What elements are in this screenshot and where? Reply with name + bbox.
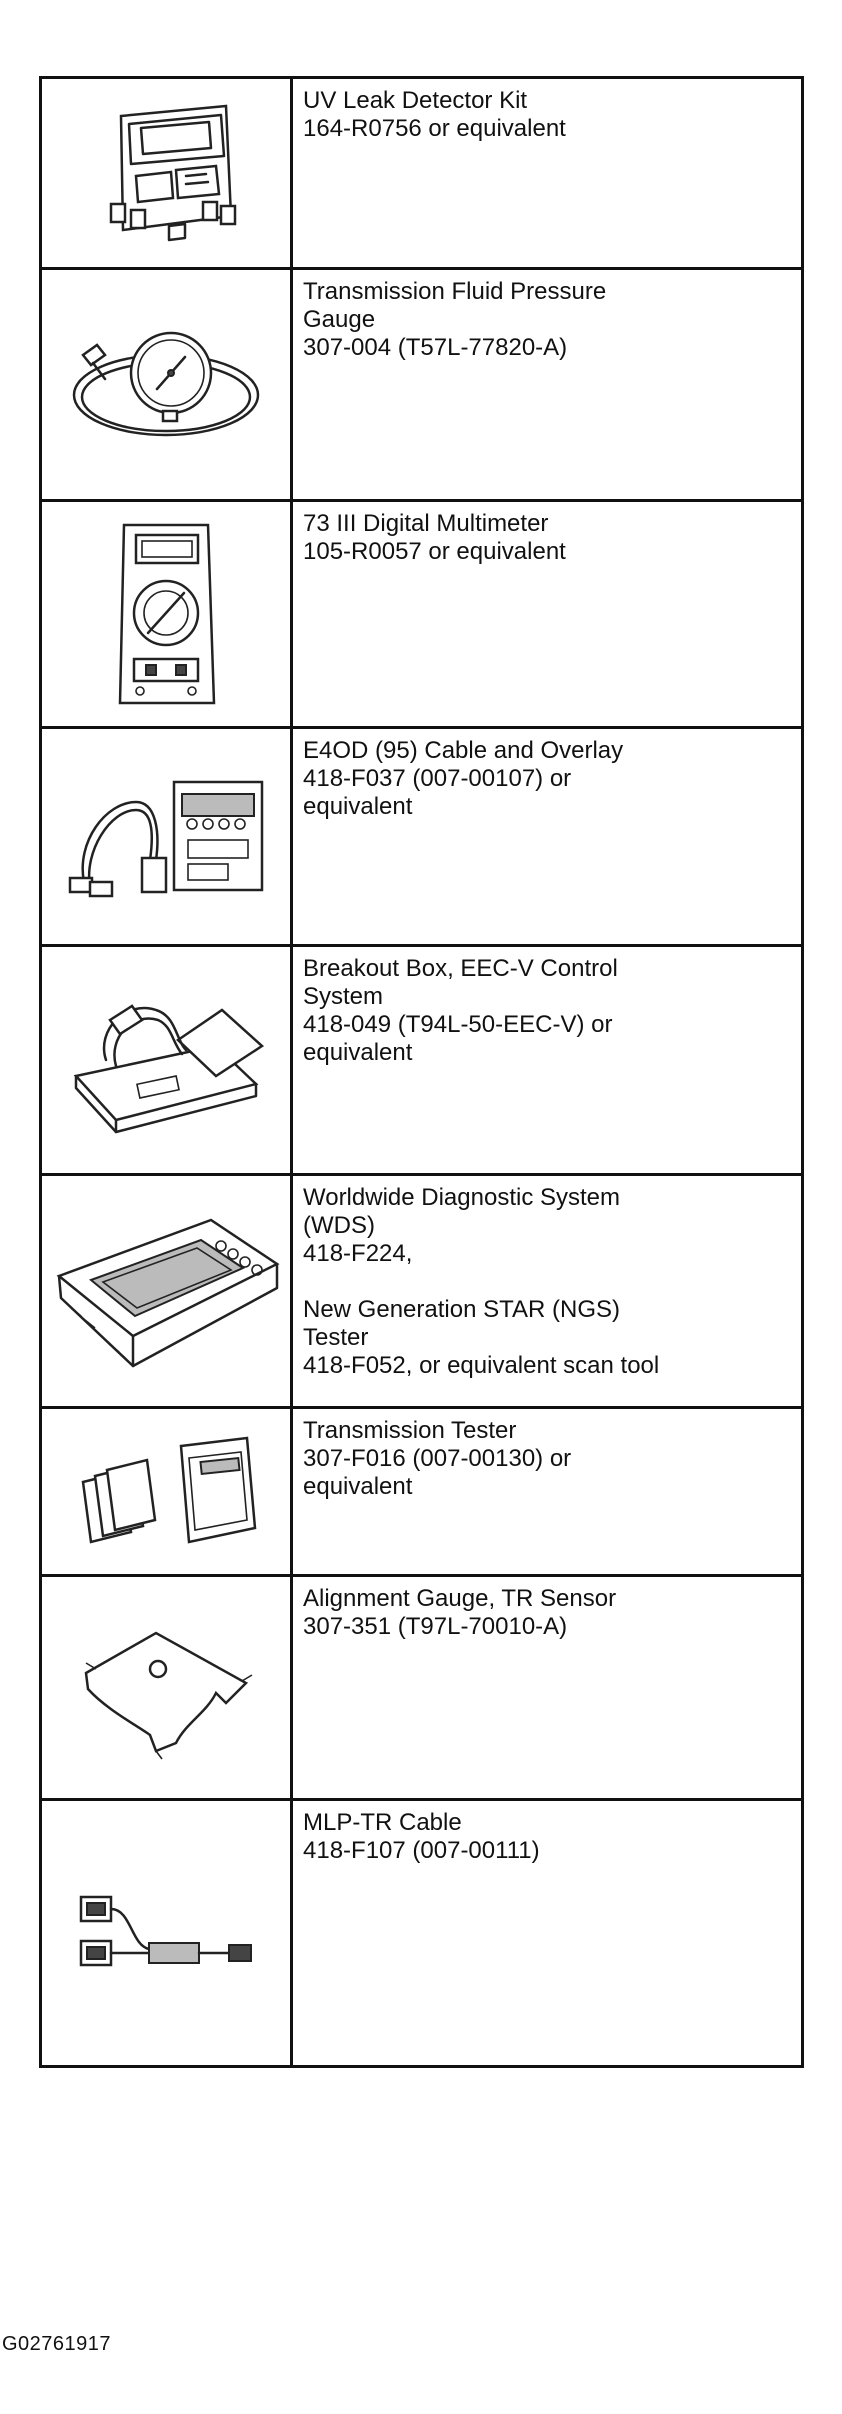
tool-image-cell xyxy=(41,78,292,269)
tool-image-cell xyxy=(41,1576,292,1800)
tool-name: E4OD (95) Cable and Overlay xyxy=(303,737,624,764)
tool-name: 73 III Digital Multimeter xyxy=(303,510,549,537)
diagnostic-system-icon xyxy=(51,1206,281,1376)
transmission-tester-icon xyxy=(71,1432,261,1552)
tool-part-number-cont: equivalent xyxy=(303,1039,413,1066)
tool-row xyxy=(41,1408,803,1576)
tool-image-cell xyxy=(41,1408,292,1576)
tool-row xyxy=(41,1800,803,2067)
tool-image-cell xyxy=(41,1800,292,2067)
tool-row xyxy=(41,1576,803,1800)
tool-description xyxy=(292,1408,803,1576)
breakout-box-icon xyxy=(66,980,266,1140)
tool-image-cell xyxy=(41,269,292,501)
tool-name: MLP-TR Cable xyxy=(303,1809,462,1836)
blank-line xyxy=(303,1268,791,1296)
pressure-gauge-icon xyxy=(61,315,271,455)
tool-part-number-cont: equivalent xyxy=(303,793,413,820)
figure-id: G02761917 xyxy=(2,2333,112,2355)
tool-description xyxy=(292,78,803,269)
cable-and-overlay-icon xyxy=(56,762,276,912)
tool-description xyxy=(292,728,803,946)
tool-part-number: 105-R0057 or equivalent xyxy=(303,538,566,565)
special-tools-table xyxy=(39,76,804,2068)
tool-row xyxy=(41,78,803,269)
tool-image-cell xyxy=(41,946,292,1175)
mlp-tr-cable-icon xyxy=(71,1883,261,1983)
tool-part-number: 307-004 (T57L-77820-A) xyxy=(303,334,568,361)
tool-part-number: 418-F037 (007-00107) or xyxy=(303,765,572,792)
tool-description xyxy=(292,269,803,501)
tool-part-number: 164-R0756 or equivalent xyxy=(303,115,566,142)
tool-name: Transmission Fluid Pressure xyxy=(303,278,607,305)
tool-name-cont: (WDS) xyxy=(303,1212,375,1239)
tool-part-number-cont: equivalent xyxy=(303,1473,413,1500)
tool-name: Transmission Tester xyxy=(303,1417,517,1444)
tool-description xyxy=(292,1175,803,1408)
tool-description xyxy=(292,946,803,1175)
tool-description xyxy=(292,1800,803,2067)
uv-leak-detector-kit-icon xyxy=(81,98,251,248)
tool-image-cell xyxy=(41,1175,292,1408)
tool-image-cell xyxy=(41,501,292,728)
tool-row xyxy=(41,1175,803,1408)
tool-part-number: 418-F052, or equivalent scan tool xyxy=(303,1352,660,1379)
tool-part-number: 418-049 (T94L-50-EEC-V) or xyxy=(303,1011,613,1038)
tool-part-number: 418-F107 (007-00111) xyxy=(303,1837,540,1864)
tool-name: Worldwide Diagnostic System xyxy=(303,1184,621,1211)
tool-row xyxy=(41,728,803,946)
tool-name-cont: Tester xyxy=(303,1324,369,1351)
tool-name: Alignment Gauge, TR Sensor xyxy=(303,1585,617,1612)
tool-name: UV Leak Detector Kit xyxy=(303,87,528,114)
tool-row xyxy=(41,946,803,1175)
tool-description xyxy=(292,1576,803,1800)
tool-description xyxy=(292,501,803,728)
tool-name-cont: System xyxy=(303,983,384,1010)
tool-name-cont: Gauge xyxy=(303,306,376,333)
tool-image-cell xyxy=(41,728,292,946)
tool-part-number: 307-351 (T97L-70010-A) xyxy=(303,1613,568,1640)
tool-row xyxy=(41,269,803,501)
alignment-gauge-icon xyxy=(66,1613,266,1763)
tool-row xyxy=(41,501,803,728)
tool-name: New Generation STAR (NGS) xyxy=(303,1296,620,1323)
tool-part-number: 418-F224, xyxy=(303,1240,413,1267)
tool-name: Breakout Box, EEC-V Control xyxy=(303,955,618,982)
tool-part-number: 307-F016 (007-00130) or xyxy=(303,1445,572,1472)
digital-multimeter-icon xyxy=(106,519,226,709)
